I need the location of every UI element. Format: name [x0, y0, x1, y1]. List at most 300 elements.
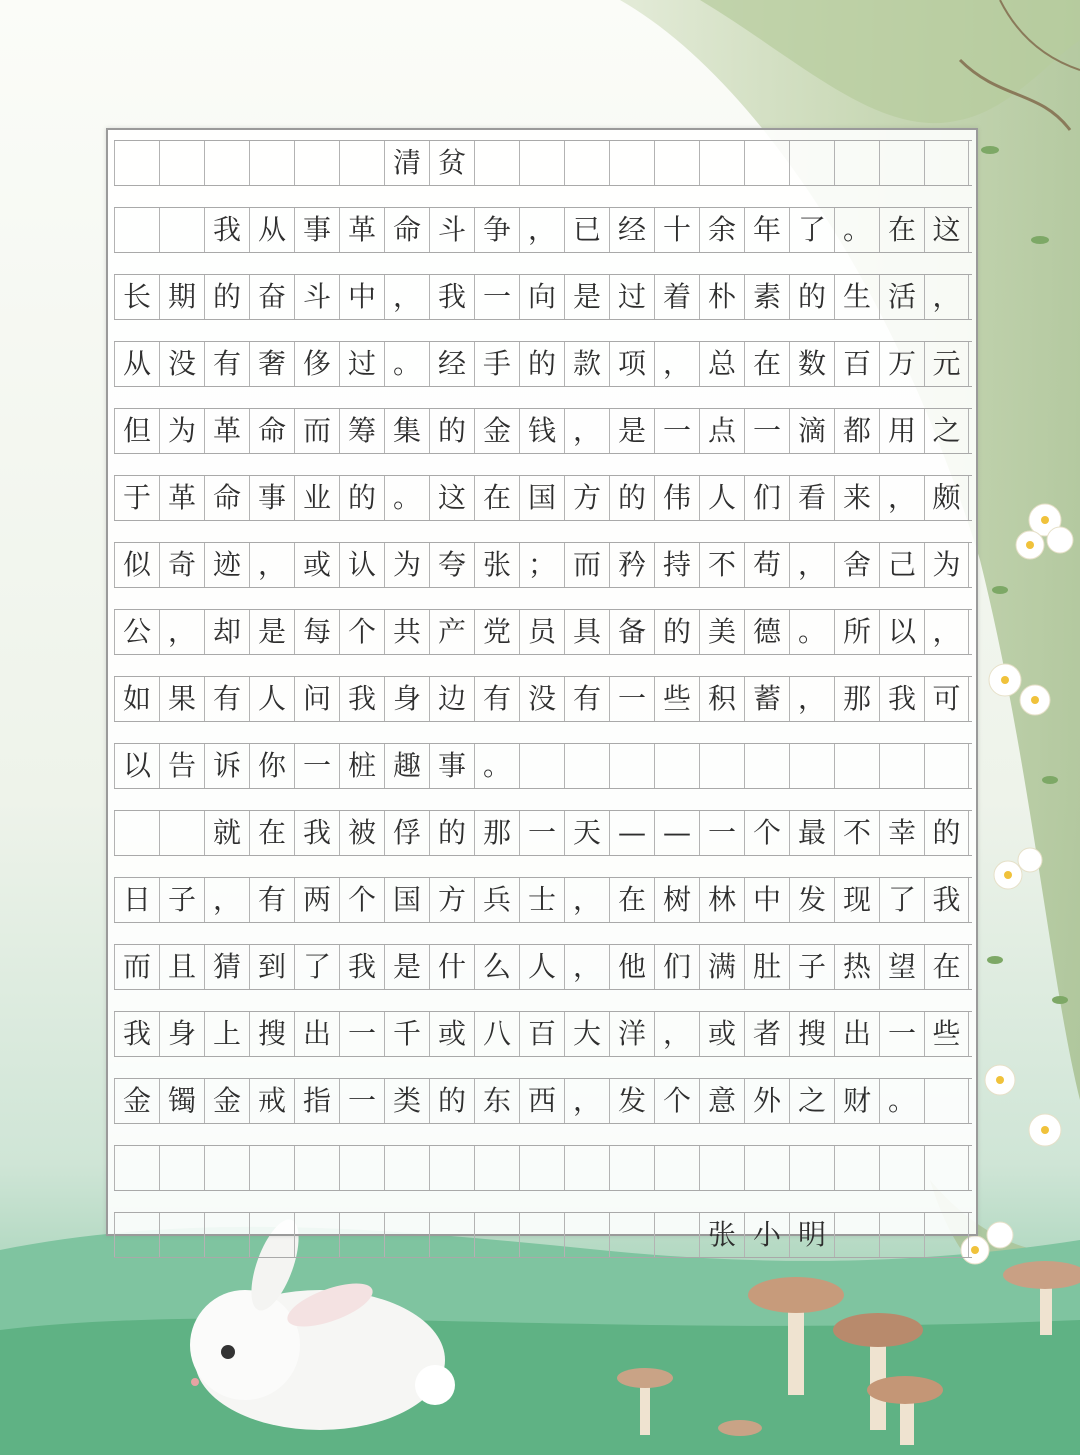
grid-cell: 。 — [879, 1079, 924, 1123]
grid-cell — [924, 1213, 969, 1257]
grid-cell: ， — [879, 476, 924, 520]
grid-cell: 颇 — [924, 476, 969, 520]
grid-cell — [609, 1213, 654, 1257]
grid-row — [114, 944, 972, 990]
grid-cell: 持 — [654, 543, 699, 587]
grid-cell — [789, 141, 834, 185]
grid-cell — [699, 1146, 744, 1190]
manuscript-grid — [114, 140, 972, 1258]
grid-cell: 国 — [519, 476, 564, 520]
grid-cell: 小 — [744, 1213, 789, 1257]
grid-cell: 迹 — [204, 543, 249, 587]
grid-cell: 指 — [294, 1079, 339, 1123]
grid-cell: 款 — [564, 342, 609, 386]
grid-cell: 万 — [879, 342, 924, 386]
grid-cell: 百 — [834, 342, 879, 386]
grid-cell: 不 — [834, 811, 879, 855]
grid-cell: 戒 — [249, 1079, 294, 1123]
grid-cell: 有 — [474, 677, 519, 721]
grid-cell: 现 — [834, 878, 879, 922]
grid-cell: 个 — [339, 610, 384, 654]
grid-cell — [429, 1146, 474, 1190]
grid-cell: 事 — [429, 744, 474, 788]
grid-cell: 的 — [924, 811, 969, 855]
grid-cell: 我 — [879, 677, 924, 721]
grid-cell: 百 — [519, 1012, 564, 1056]
grid-cell: 党 — [474, 610, 519, 654]
grid-cell: 天 — [564, 811, 609, 855]
grid-cell — [339, 1146, 384, 1190]
grid-cell: 伟 — [654, 476, 699, 520]
grid-cell: 了 — [789, 208, 834, 252]
grid-cell: 业 — [294, 476, 339, 520]
grid-cell — [249, 141, 294, 185]
grid-cell — [474, 141, 519, 185]
grid-cell — [249, 1146, 294, 1190]
grid-cell: 产 — [429, 610, 474, 654]
grid-cell: 边 — [429, 677, 474, 721]
grid-cell: 滴 — [789, 409, 834, 453]
grid-cell — [834, 141, 879, 185]
grid-cell — [159, 1146, 204, 1190]
grid-cell — [474, 1213, 519, 1257]
grid-cell: 被 — [339, 811, 384, 855]
grid-cell: 过 — [339, 342, 384, 386]
grid-cell: 认 — [339, 543, 384, 587]
grid-cell: 什 — [429, 945, 474, 989]
grid-cell: 者 — [744, 1012, 789, 1056]
grid-cell: 方 — [564, 476, 609, 520]
grid-cell: 明 — [789, 1213, 834, 1257]
grid-cell: 出 — [834, 1012, 879, 1056]
grid-cell: 似 — [114, 543, 159, 587]
grid-cell: 金 — [474, 409, 519, 453]
grid-cell: 从 — [114, 342, 159, 386]
grid-cell: 我 — [294, 811, 339, 855]
grid-cell: 你 — [249, 744, 294, 788]
grid-cell: 千 — [384, 1012, 429, 1056]
grid-cell: 一 — [699, 811, 744, 855]
grid-cell — [744, 744, 789, 788]
grid-cell: 命 — [204, 476, 249, 520]
grid-cell: 看 — [789, 476, 834, 520]
grid-cell: 那 — [474, 811, 519, 855]
grid-cell: 最 — [789, 811, 834, 855]
grid-cell: 一 — [519, 811, 564, 855]
grid-row — [114, 609, 972, 655]
grid-cell — [564, 1146, 609, 1190]
grid-cell: 了 — [879, 878, 924, 922]
grid-cell — [924, 141, 969, 185]
grid-cell: 。 — [474, 744, 519, 788]
grid-cell: 上 — [204, 1012, 249, 1056]
grid-cell — [339, 1213, 384, 1257]
grid-cell — [249, 1213, 294, 1257]
grid-cell — [429, 1213, 474, 1257]
grid-cell: 十 — [654, 208, 699, 252]
grid-cell: 个 — [339, 878, 384, 922]
grid-cell: 到 — [249, 945, 294, 989]
grid-cell — [699, 141, 744, 185]
grid-cell: 一 — [339, 1012, 384, 1056]
grid-cell: 意 — [699, 1079, 744, 1123]
grid-cell: 奇 — [159, 543, 204, 587]
grid-cell: 的 — [609, 476, 654, 520]
grid-cell — [159, 208, 204, 252]
grid-cell: 用 — [879, 409, 924, 453]
grid-cell: 果 — [159, 677, 204, 721]
grid-cell: 事 — [249, 476, 294, 520]
grid-cell: 朴 — [699, 275, 744, 319]
grid-cell: 着 — [654, 275, 699, 319]
grid-cell: 都 — [834, 409, 879, 453]
grid-cell: 不 — [699, 543, 744, 587]
grid-cell: 了 — [294, 945, 339, 989]
grid-cell: ， — [159, 610, 204, 654]
grid-cell: 一 — [879, 1012, 924, 1056]
grid-cell: 的 — [654, 610, 699, 654]
grid-cell: 在 — [924, 945, 969, 989]
grid-cell: — — [609, 811, 654, 855]
grid-cell: 。 — [834, 208, 879, 252]
grid-cell: 外 — [744, 1079, 789, 1123]
grid-cell: 们 — [654, 945, 699, 989]
grid-cell: 斗 — [294, 275, 339, 319]
grid-cell: 的 — [429, 409, 474, 453]
grid-cell — [294, 1213, 339, 1257]
grid-cell: 的 — [339, 476, 384, 520]
grid-cell: 身 — [384, 677, 429, 721]
grid-cell — [384, 1213, 429, 1257]
grid-cell — [924, 1146, 969, 1190]
grid-cell — [114, 1146, 159, 1190]
grid-cell: ， — [564, 878, 609, 922]
grid-cell — [564, 1213, 609, 1257]
grid-cell: 中 — [339, 275, 384, 319]
grid-cell: 是 — [609, 409, 654, 453]
grid-cell — [654, 141, 699, 185]
grid-cell: 财 — [834, 1079, 879, 1123]
grid-cell: 员 — [519, 610, 564, 654]
grid-cell: 在 — [609, 878, 654, 922]
grid-cell: 发 — [609, 1079, 654, 1123]
grid-cell — [654, 744, 699, 788]
grid-cell — [744, 141, 789, 185]
grid-cell: 趣 — [384, 744, 429, 788]
grid-cell: 方 — [429, 878, 474, 922]
grid-cell: 有 — [204, 342, 249, 386]
grid-cell: 望 — [879, 945, 924, 989]
grid-cell: 国 — [384, 878, 429, 922]
grid-cell: 东 — [474, 1079, 519, 1123]
grid-cell: 的 — [789, 275, 834, 319]
grid-cell — [114, 208, 159, 252]
grid-cell: 有 — [564, 677, 609, 721]
grid-cell: 却 — [204, 610, 249, 654]
grid-cell: 一 — [294, 744, 339, 788]
grid-cell: 满 — [699, 945, 744, 989]
grid-cell — [834, 1146, 879, 1190]
grid-cell: 已 — [564, 208, 609, 252]
grid-cell: 舍 — [834, 543, 879, 587]
grid-cell: 人 — [519, 945, 564, 989]
grid-cell: 之 — [789, 1079, 834, 1123]
grid-cell: 有 — [204, 677, 249, 721]
grid-cell: 人 — [699, 476, 744, 520]
grid-cell: ， — [249, 543, 294, 587]
grid-cell: 是 — [564, 275, 609, 319]
grid-cell: 向 — [519, 275, 564, 319]
grid-cell: 苟 — [744, 543, 789, 587]
grid-cell: 为 — [159, 409, 204, 453]
grid-cell: 。 — [384, 476, 429, 520]
grid-cell: 身 — [159, 1012, 204, 1056]
grid-cell: 侈 — [294, 342, 339, 386]
grid-cell: 美 — [699, 610, 744, 654]
grid-row — [114, 810, 972, 856]
grid-cell: 诉 — [204, 744, 249, 788]
grid-cell: 之 — [924, 409, 969, 453]
grid-cell: — — [654, 811, 699, 855]
grid-cell: 没 — [519, 677, 564, 721]
grid-cell: 士 — [519, 878, 564, 922]
grid-cell: 有 — [249, 878, 294, 922]
manuscript-paper — [106, 128, 978, 1251]
grid-cell: 生 — [834, 275, 879, 319]
grid-cell — [159, 811, 204, 855]
grid-cell — [879, 744, 924, 788]
grid-cell — [519, 1146, 564, 1190]
grid-cell: 钱 — [519, 409, 564, 453]
grid-cell: 手 — [474, 342, 519, 386]
grid-cell: 在 — [879, 208, 924, 252]
grid-cell: ， — [654, 342, 699, 386]
grid-cell — [294, 141, 339, 185]
grid-cell: ， — [924, 275, 969, 319]
grid-cell — [879, 1146, 924, 1190]
grid-cell: 洋 — [609, 1012, 654, 1056]
grid-cell: 备 — [609, 610, 654, 654]
grid-cell: 在 — [744, 342, 789, 386]
grid-cell: 为 — [924, 543, 969, 587]
grid-cell: 命 — [249, 409, 294, 453]
grid-row — [114, 676, 972, 722]
grid-cell — [519, 1213, 564, 1257]
grid-cell: 于 — [114, 476, 159, 520]
grid-cell: 从 — [249, 208, 294, 252]
grid-cell: 子 — [789, 945, 834, 989]
grid-cell: 的 — [204, 275, 249, 319]
grid-cell: 没 — [159, 342, 204, 386]
grid-cell: 那 — [834, 677, 879, 721]
grid-cell — [159, 1213, 204, 1257]
grid-cell: 我 — [114, 1012, 159, 1056]
grid-cell: 大 — [564, 1012, 609, 1056]
grid-cell: 们 — [744, 476, 789, 520]
grid-cell: 斗 — [429, 208, 474, 252]
grid-cell: ， — [204, 878, 249, 922]
grid-cell: 素 — [744, 275, 789, 319]
grid-row — [114, 475, 972, 521]
grid-cell — [879, 141, 924, 185]
grid-cell: 八 — [474, 1012, 519, 1056]
grid-cell: 俘 — [384, 811, 429, 855]
grid-cell: 一 — [609, 677, 654, 721]
grid-cell: 具 — [564, 610, 609, 654]
grid-cell: 为 — [384, 543, 429, 587]
grid-cell: 林 — [699, 878, 744, 922]
grid-cell: 在 — [249, 811, 294, 855]
grid-cell: 而 — [294, 409, 339, 453]
grid-cell — [204, 1146, 249, 1190]
grid-cell: 搜 — [249, 1012, 294, 1056]
grid-cell: 问 — [294, 677, 339, 721]
grid-cell: 可 — [924, 677, 969, 721]
grid-cell: 就 — [204, 811, 249, 855]
grid-cell — [564, 744, 609, 788]
grid-cell — [654, 1213, 699, 1257]
grid-cell: 余 — [699, 208, 744, 252]
grid-cell: 或 — [429, 1012, 474, 1056]
grid-cell — [609, 141, 654, 185]
grid-cell: 革 — [204, 409, 249, 453]
grid-cell — [204, 141, 249, 185]
grid-cell: 革 — [159, 476, 204, 520]
grid-cell: 争 — [474, 208, 519, 252]
grid-cell: 热 — [834, 945, 879, 989]
grid-cell: 他 — [609, 945, 654, 989]
grid-cell: 但 — [114, 409, 159, 453]
grid-cell: 一 — [339, 1079, 384, 1123]
grid-cell: 我 — [924, 878, 969, 922]
grid-cell: 兵 — [474, 878, 519, 922]
grid-cell — [114, 141, 159, 185]
grid-cell: 类 — [384, 1079, 429, 1123]
grid-cell: 元 — [924, 342, 969, 386]
grid-cell: 以 — [114, 744, 159, 788]
grid-row — [114, 1145, 972, 1191]
grid-cell — [609, 744, 654, 788]
grid-cell: 。 — [789, 610, 834, 654]
grid-cell: ， — [519, 208, 564, 252]
grid-cell — [114, 1213, 159, 1257]
grid-cell: 或 — [294, 543, 339, 587]
grid-cell — [654, 1146, 699, 1190]
grid-cell: 树 — [654, 878, 699, 922]
grid-cell: 己 — [879, 543, 924, 587]
grid-cell — [519, 744, 564, 788]
grid-cell: 活 — [879, 275, 924, 319]
grid-cell: 这 — [429, 476, 474, 520]
grid-cell — [519, 141, 564, 185]
grid-cell: ， — [564, 945, 609, 989]
grid-cell: 过 — [609, 275, 654, 319]
grid-row — [114, 341, 972, 387]
grid-cell — [474, 1146, 519, 1190]
grid-cell: 所 — [834, 610, 879, 654]
grid-cell — [834, 744, 879, 788]
grid-row — [114, 408, 972, 454]
grid-cell: 积 — [699, 677, 744, 721]
grid-cell: 数 — [789, 342, 834, 386]
grid-cell: 西 — [519, 1079, 564, 1123]
grid-cell: 命 — [384, 208, 429, 252]
grid-cell: 些 — [924, 1012, 969, 1056]
grid-cell: 我 — [204, 208, 249, 252]
grid-cell: 而 — [114, 945, 159, 989]
grid-cell: 张 — [699, 1213, 744, 1257]
grid-cell: 告 — [159, 744, 204, 788]
grid-cell: 镯 — [159, 1079, 204, 1123]
grid-cell — [699, 744, 744, 788]
grid-cell: ， — [564, 409, 609, 453]
grid-cell — [789, 1146, 834, 1190]
grid-cell: 年 — [744, 208, 789, 252]
grid-cell: 点 — [699, 409, 744, 453]
grid-cell: 发 — [789, 878, 834, 922]
grid-cell: 个 — [744, 811, 789, 855]
grid-cell: 这 — [924, 208, 969, 252]
grid-cell: 夸 — [429, 543, 474, 587]
grid-cell — [744, 1146, 789, 1190]
grid-cell: 德 — [744, 610, 789, 654]
grid-cell: 金 — [204, 1079, 249, 1123]
grid-cell: 总 — [699, 342, 744, 386]
grid-cell: 子 — [159, 878, 204, 922]
grid-cell: 两 — [294, 878, 339, 922]
grid-cell: 幸 — [879, 811, 924, 855]
grid-cell — [294, 1146, 339, 1190]
grid-cell: ， — [654, 1012, 699, 1056]
grid-cell: 期 — [159, 275, 204, 319]
grid-cell: 而 — [564, 543, 609, 587]
grid-cell: 一 — [474, 275, 519, 319]
grid-cell: ， — [924, 610, 969, 654]
grid-cell — [339, 141, 384, 185]
grid-cell: 经 — [429, 342, 474, 386]
grid-cell: 猜 — [204, 945, 249, 989]
grid-cell: 中 — [744, 878, 789, 922]
grid-row — [114, 274, 972, 320]
grid-cell — [204, 1213, 249, 1257]
grid-cell: 矜 — [609, 543, 654, 587]
grid-cell: 搜 — [789, 1012, 834, 1056]
grid-cell: 的 — [429, 811, 474, 855]
grid-cell: 是 — [249, 610, 294, 654]
grid-cell — [879, 1213, 924, 1257]
grid-row — [114, 207, 972, 253]
grass-illustration — [0, 1227, 1080, 1455]
grid-cell: 且 — [159, 945, 204, 989]
grid-cell: 在 — [474, 476, 519, 520]
grid-cell: 项 — [609, 342, 654, 386]
grid-cell: 清 — [384, 141, 429, 185]
grid-cell — [609, 1146, 654, 1190]
grid-row — [114, 1011, 972, 1057]
grid-cell — [384, 1146, 429, 1190]
grid-row — [114, 1212, 972, 1258]
grid-cell: 公 — [114, 610, 159, 654]
grid-cell: 出 — [294, 1012, 339, 1056]
grid-cell: 集 — [384, 409, 429, 453]
grid-cell: 奢 — [249, 342, 294, 386]
grid-row — [114, 743, 972, 789]
grid-cell: 经 — [609, 208, 654, 252]
grid-cell: 我 — [339, 945, 384, 989]
grid-cell: 桩 — [339, 744, 384, 788]
grid-cell: 蓄 — [744, 677, 789, 721]
grid-cell: 奋 — [249, 275, 294, 319]
